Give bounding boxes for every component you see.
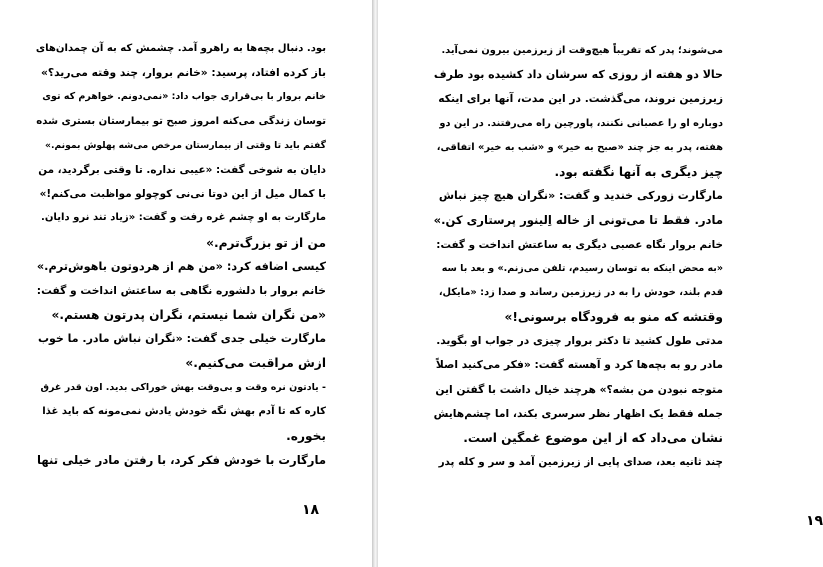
text-line: نشان می‌داد که از این موضوع غمگین است.	[463, 431, 723, 445]
text-line: کیسی اضافه کرد: «من هم از هردوتون باهوش‌ترم.»	[36, 259, 326, 273]
left-page-text	[36, 37, 326, 472]
text-line: من از تو بزرگ‌ترم.»	[206, 235, 326, 250]
text-line: مدتی طول کشید تا دکتر بروار چیزی در جواب او بگوید.	[436, 334, 723, 348]
text-line: هفته، پدر به جز چند «صبح به خیر» و «شب به خیر» اتفاقی،	[436, 141, 723, 153]
text-line: چیز دیگری به آنها نگفته بود.	[554, 164, 723, 179]
right-page-text	[434, 39, 723, 474]
text-line: ازش مراقبت می‌کنیم.»	[185, 356, 326, 371]
text-line: با کمال میل از این دوتا نی‌نی کوچولو مواظبت می‌کنم!»	[39, 188, 326, 201]
text-line: «من نگران شما نیستم، نگران پدرتون هستم.»	[51, 308, 326, 323]
text-line: «به محض اینکه به توسان رسیدم، تلفن می‌زنم.» و بعد با سه	[441, 262, 723, 274]
text-line: خانم بروار با بی‌قراری جواب داد: «نمی‌دونم. خواهرم که توی	[42, 91, 326, 103]
text-line: زیرزمین نروند، می‌گذشت. در این مدت، آنها برای اینکه	[438, 92, 723, 106]
left-page-number: ۱۸	[302, 502, 320, 518]
text-line: دوباره او را عصبانی نکنند، پاورچین راه می‌رفتند. در این دو	[439, 117, 723, 129]
right-page-number: ۱۹	[806, 513, 823, 529]
text-line: مارگارت به او چشم غره رفت و گفت: «زیاد تند نرو دایان.	[41, 212, 326, 224]
text-line: بخوره.	[286, 429, 326, 443]
right-page	[378, 0, 823, 567]
left-page	[0, 0, 373, 567]
text-line: باز کرده افتاد، پرسید: «خانم بروار، چند وقته می‌رید؟»	[41, 66, 326, 80]
text-line: وقتشه که منو به فرودگاه برسونی!»	[504, 310, 723, 325]
text-line: مارگارت خیلی جدی گفت: «نگران نباش مادر. ما خوب	[37, 332, 326, 346]
text-line: حالا دو هفته از روزی که سرشان داد کشیده بود طرف	[433, 68, 723, 82]
text-line: خانم بروار نگاه عصبی دیگری به ساعتش انداخت و گفت:	[436, 238, 723, 251]
text-line: توسان زندگی می‌کنه امروز صبح تو بیمارستان بستری شده	[36, 115, 326, 127]
text-line: قدم بلند، خودش را به در زیرزمین رساند و صدا زد: «مایکل،	[438, 286, 723, 298]
text-line: دایان به شوخی گفت: «عیبی نداره. تا وقتی برگردید، من	[38, 163, 326, 176]
text-line: مادر. فقط تا می‌تونی از خاله اِلینور پرستاری کن.»	[433, 213, 723, 228]
text-line: جمله فقط یک اظهار نظر سرسری بکند، اما چشم‌هایش	[433, 406, 723, 420]
text-line: گفتم باید تا وقتی از بیمارستان مرخص می‌شه پهلوش بمونم.»	[45, 139, 326, 151]
text-line: بود. دنبال بچه‌ها به راهرو آمد. چشمش که به آن چمدان‌های	[35, 43, 326, 54]
text-line: مادر رو به بچه‌ها کرد و آهسته گفت: «فکر می‌کنید اصلاً	[435, 358, 723, 372]
text-line: خانم بروار با دلشوره نگاهی به ساعتش انداخت و گفت:	[36, 283, 326, 297]
text-line: کاره که تا آدم بهش نگه خودش یادش نمی‌مونه که باید غذا	[42, 405, 326, 417]
text-line: - یادتون نره وقت و بی‌وقت بهش خوراکی بدید. اون قدر غرق	[40, 381, 326, 393]
text-line: مارگارت با خودش فکر کرد، با رفتن مادر خیلی تنها	[36, 453, 326, 468]
text-line: مارگارت زورکی خندید و گفت: «نگران هیچ چیز نباش	[438, 189, 723, 203]
text-line: می‌شوند؛ پدر که تقریباً هیچ‌وقت از زیرزمین بیرون نمی‌آید.	[441, 45, 723, 56]
text-line: متوجه نبودن من بشه؟» هرچند خیال داشت با گفتن این	[435, 382, 723, 396]
text-line: چند ثانیه بعد، صدای پایی از زیرزمین آمد و سر و کله پدر	[438, 456, 723, 469]
